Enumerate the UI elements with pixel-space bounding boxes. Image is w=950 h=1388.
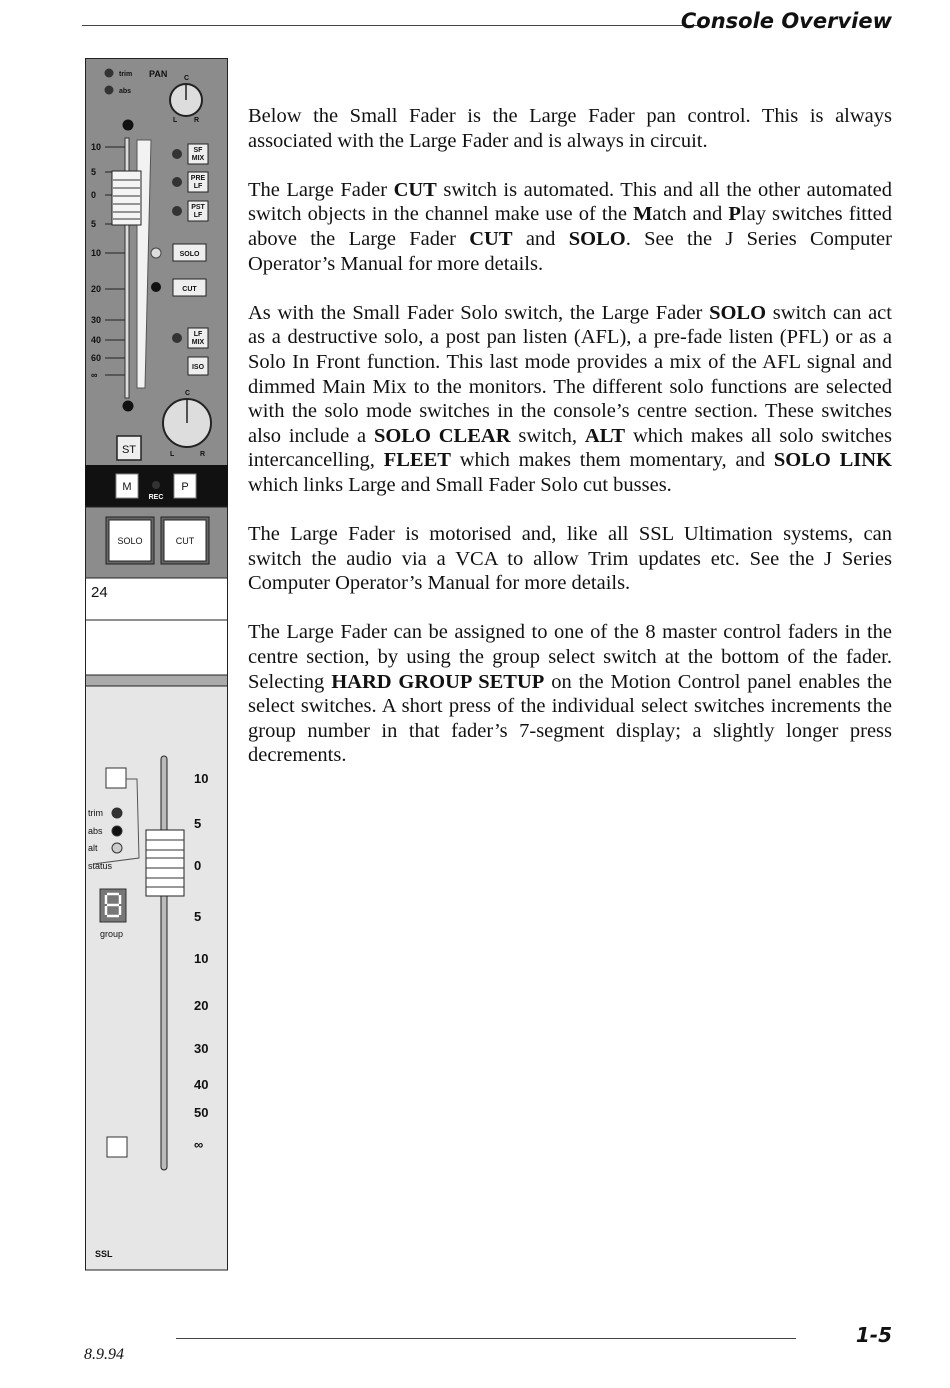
large-scale-tick: 10 [194, 771, 209, 786]
text-run: The Large Fader [248, 178, 394, 201]
bottom-switch [107, 1137, 127, 1157]
paragraph [248, 522, 892, 596]
small-scale-tick: 60 [91, 353, 102, 363]
large-scale-tick: 20 [194, 998, 209, 1013]
status-led [112, 808, 122, 818]
text-run: on the Motion Control panel enables the select switches. A short press of the individual select switches increments the group number in that fader’s 7-segment display; a slightly longer press decrements. [248, 670, 892, 767]
text-run: Below the Small Fader is the Large Fader pan control. This is always associated with the Large Fader and is always in circuit. [248, 105, 892, 152]
large-scale-tick: 5 [194, 909, 202, 924]
large-scale-tick: 10 [194, 951, 209, 966]
pst-lf-label-1: PST [191, 204, 205, 211]
bold-term: SOLO [709, 301, 767, 324]
iso-label: ISO [191, 364, 205, 371]
text-run: which links Large and Small Fader Solo cut busses. [248, 473, 672, 496]
large-scale-tick: 5 [194, 816, 202, 831]
trim-label: trim [119, 71, 133, 78]
large-scale-tick: 40 [194, 1077, 209, 1092]
pan-r-label: R [194, 117, 200, 124]
upper-panel [86, 59, 228, 466]
text-run: The Large Fader can be assigned to one of the 8 master control faders in the centre section, by using the group select switch at the bottom of the fader. Selecting [248, 621, 892, 693]
large-cut-label: CUT [175, 536, 195, 546]
lf-mix-label-2: MIX [191, 339, 205, 346]
text-run: switch can act as a destructive solo, a post pan listen (AFL), a pre-fade listen (PFL) or as a Solo In Front function. This last mode provides a mix of the AFL signal and dimmed Main Mix to the monitors. The different solo functions are selected with the solo mode switches in the console’s centre section. These switches also include a [248, 301, 892, 447]
paragraph [248, 104, 892, 153]
status-led-label: abs [88, 826, 103, 836]
large-scale-tick: ∞ [194, 1137, 204, 1152]
bold-term: P [728, 203, 741, 226]
large-pan-r-label: R [200, 451, 206, 458]
status-led-label: trim [88, 808, 103, 818]
header-rule [82, 25, 704, 26]
pan-label: PAN [149, 69, 168, 79]
pst-lf-label-2: LF [193, 212, 203, 219]
text-run: which makes all solo switches intercancelling, [248, 424, 892, 472]
small-scale-tick: 10 [91, 248, 102, 258]
large-scale-tick: 30 [194, 1041, 209, 1056]
small-scale-tick: ∞ [91, 370, 98, 380]
abs-label: abs [119, 88, 132, 95]
large-scale-tick: 0 [194, 858, 202, 873]
status-led-label: status [88, 861, 113, 871]
large-pan-l-label: L [170, 451, 175, 458]
text-run: As with the Small Fader Solo switch, the Large Fader [248, 301, 710, 324]
bold-term: FLEET [383, 449, 451, 472]
bold-term: SOLO CLEAR [373, 424, 511, 447]
small-scale-tick: 5 [91, 219, 97, 229]
small-scale-tick: 40 [91, 335, 102, 345]
paragraph [248, 178, 892, 276]
text-run: . See the J Series Computer Operator’s Manual for more details. [248, 227, 892, 275]
text-run: switch, [510, 424, 585, 447]
status-led [112, 843, 122, 853]
bold-term: SOLO [568, 227, 626, 250]
paragraph [248, 620, 892, 768]
text-run: switch is automated. This and all the other automated switch objects in the channel make use of the [248, 178, 892, 226]
large-pan-c-label: C [185, 390, 191, 397]
group-select-switch [106, 768, 126, 788]
pan-l-label: L [173, 117, 178, 124]
pre-lf-label-2: LF [193, 183, 203, 190]
page-title: Console Overview [680, 9, 892, 33]
abs-led [105, 86, 114, 95]
body-text [248, 104, 892, 793]
small-scale-tick: 10 [91, 142, 102, 152]
paragraph [248, 301, 892, 498]
bold-term: CUT [393, 178, 437, 201]
text-run: which makes them momentary, and [450, 449, 774, 472]
blank-label-area [86, 620, 228, 675]
footer-rule [176, 1338, 796, 1339]
st-label: ST [121, 444, 137, 456]
small-fader-cap [112, 171, 141, 225]
small-cut-label: CUT [182, 286, 197, 293]
bold-term: CUT [469, 227, 513, 250]
ssl-brand: SSL [95, 1249, 113, 1259]
group-label: group [100, 929, 124, 939]
text-run: and [512, 227, 569, 250]
pre-lf-label-1: PRE [190, 175, 206, 182]
lf-mix-label-1: LF [193, 331, 203, 338]
small-scale-tick: 30 [91, 315, 102, 325]
sf-mix-label-1: SF [193, 147, 203, 154]
bold-term: SOLO LINK [773, 449, 892, 472]
document-date: 8.9.94 [84, 1346, 124, 1363]
small-scale-tick: 5 [91, 167, 97, 177]
text-run: The Large Fader is motorised and, like all SSL Ultimation systems, can switch the audio via a VCA to allow Trim updates etc. See the J Series Computer Operator’s Manual for more details. [248, 523, 892, 595]
text-run: atch and [652, 203, 729, 226]
text-run: lay switches fitted above the Large Fader [248, 203, 893, 250]
bold-term: M [633, 203, 653, 226]
pan-c-label: C [184, 75, 190, 82]
status-led-label: alt [88, 843, 98, 853]
small-scale-tick: 0 [91, 190, 97, 200]
bold-term: HARD GROUP SETUP [331, 670, 545, 693]
bold-term: ALT [584, 424, 626, 447]
small-scale-tick: 20 [91, 284, 102, 294]
match-label: M [122, 481, 132, 493]
small-solo-label: SOLO [179, 251, 200, 258]
large-solo-label: SOLO [117, 536, 143, 546]
play-label: P [181, 481, 189, 493]
large-scale-tick: 50 [194, 1105, 209, 1120]
large-fader-track [161, 756, 167, 1170]
status-led [112, 826, 122, 836]
channel-strip-illustration [85, 58, 228, 1271]
trim-led [105, 69, 114, 78]
page-number: 1-5 [855, 1323, 892, 1347]
rec-label: REC [148, 494, 164, 501]
sf-mix-label-2: MIX [191, 155, 205, 162]
channel-number: 24 [91, 584, 108, 601]
